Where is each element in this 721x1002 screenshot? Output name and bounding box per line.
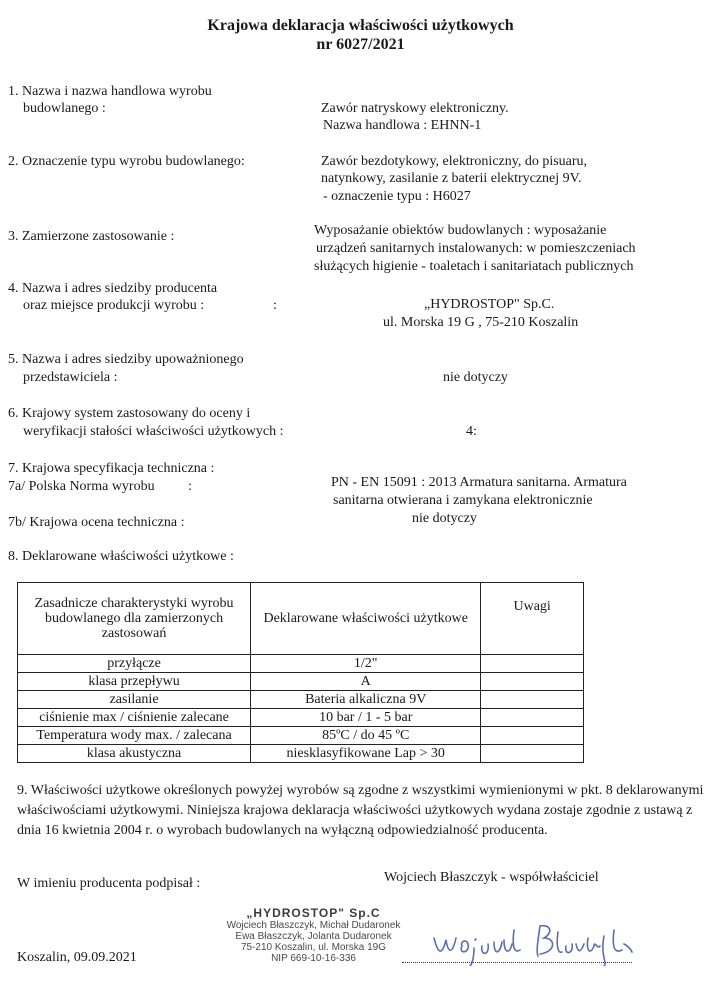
table-header-declared: Deklarowane właściwości użytkowe [251, 583, 481, 655]
section-4-colon: : [273, 298, 277, 313]
section-1-label-line1: 1. Nazwa i nazwa handlowa wyrobu [8, 84, 212, 99]
section-3-value-line2: urządzeń sanitarnych instalowanych: w pomieszczeniach [316, 241, 636, 256]
section-7b-label: 7b/ Krajowa ocena techniczna : [8, 515, 185, 530]
section-8-label: 8. Deklarowane właściwości użytkowe : [8, 549, 234, 564]
signer-name: Wojciech Błaszczyk - współwłaściciel [384, 870, 599, 885]
table-cell [481, 727, 584, 745]
section-2-value-line3: - oznaczenie typu : H6027 [323, 189, 471, 204]
company-stamp [226, 907, 401, 964]
table-header-row [18, 583, 584, 655]
stamp-line: 75-210 Koszalin, ul. Morska 19G [240, 942, 387, 953]
section-7a-value-line1: PN - EN 15091 : 2013 Armatura sanitarna. Armatura [331, 475, 627, 490]
section-4-label-line2: oraz miejsce produkcji wyrobu : [23, 298, 205, 313]
table-cell: Temperatura wody max. / zalecana [18, 727, 251, 745]
section-2-value-line2: natynkowy, zasilanie z baterii elektrycznej 9V. [321, 171, 582, 186]
table-header-characteristics: Zasadnicze charakterystyki wyrobu budowlanego dla zamierzonych zastosowań [18, 583, 251, 655]
table-row [18, 709, 584, 727]
handwritten-signature [428, 916, 638, 966]
table-cell: Bateria alkaliczna 9V [251, 691, 481, 709]
table-cell [481, 709, 584, 727]
section-1-value-line2: Nazwa handlowa : EHNN-1 [323, 118, 482, 133]
document-number: nr 6027/2021 [316, 36, 405, 53]
table-row [18, 673, 584, 691]
section-6-label-line1: 6. Krajowy system zastosowany do oceny i [8, 406, 251, 421]
section-9-paragraph: 9. Właściwości użytkowe określonych powyżej wyrobów są zgodne z wszystkimi wymienionymi w pkt. 8 deklarowanymi właściwościami użytkowymi. Niniejsza krajowa deklaracja właściwości użytkowych wydana zostaje zgodnie z ustawą z dnia 16 kwietnia 2004 r. o wyrobach budowlanych na wyłączną odpowiedzialność producenta. [17, 783, 704, 838]
stamp-line: NIP 669-10-16-336 [271, 953, 356, 964]
stamp-line: Wojciech Błaszczyk, Michał Dudaronek [226, 920, 401, 931]
table-cell: zasilanie [18, 691, 251, 709]
table-cell [481, 673, 584, 691]
table-cell [481, 745, 584, 763]
section-7a-value-line2: sanitarna otwierana i zamykana elektronicznie [333, 493, 593, 508]
section-4-label-line1: 4. Nazwa i adres siedziby producenta [8, 281, 218, 296]
signature-dotted-line [402, 962, 632, 963]
section-7a-colon: : [188, 479, 192, 494]
section-7b-value: nie dotyczy [412, 511, 477, 526]
document-title: Krajowa deklaracja właściwości użytkowych [207, 17, 514, 34]
section-5-label-line2: przedstawiciela : [23, 370, 118, 385]
table-cell: przyłącze [18, 655, 251, 673]
section-5-value: nie dotyczy [443, 370, 508, 385]
table-cell: A [251, 673, 481, 691]
table-row [18, 745, 584, 763]
table-cell: niesklasyfikowane Lap > 30 [251, 745, 481, 763]
table-row [18, 691, 584, 709]
table-cell: klasa przepływu [18, 673, 251, 691]
table-cell [481, 655, 584, 673]
table-row [18, 727, 584, 745]
section-1-label-line2: budowlanego : [23, 101, 106, 116]
section-3-value-line3: służących higienie - toaletach i sanitariatach publicznych [314, 259, 634, 274]
table-cell: 85ºC / do 45 ºC [251, 727, 481, 745]
table-cell: 1/2" [251, 655, 481, 673]
section-1-value-line1: Zawór natryskowy elektroniczny. [321, 101, 509, 116]
section-6-label-line2: weryfikacji stałości właściwości użytkowych : [23, 424, 284, 439]
section-3-value-line1: Wyposażanie obiektów budowlanych : wyposażanie [314, 223, 607, 238]
table-cell: klasa akustyczna [18, 745, 251, 763]
table-cell: ciśnienie max / ciśnienie zalecane [18, 709, 251, 727]
signed-label: W imieniu producenta podpisał : [17, 876, 201, 891]
section-5-label-line1: 5. Nazwa i adres siedziby upoważnionego [8, 352, 244, 367]
section-4-value-line1: „HYDROSTOP" Sp.C. [424, 297, 555, 312]
table-row [18, 655, 584, 673]
section-3-label: 3. Zamierzone zastosowanie : [8, 229, 175, 244]
place-date: Koszalin, 09.09.2021 [17, 950, 137, 965]
section-7a-label: 7a/ Polska Norma wyrobu [8, 479, 155, 494]
section-6-value: 4: [466, 424, 477, 439]
section-2-value-line1: Zawór bezdotykowy, elektroniczny, do pisuaru, [321, 154, 588, 169]
table-cell [481, 691, 584, 709]
section-7-label: 7. Krajowa specyfikacja techniczna : [8, 461, 215, 476]
stamp-company: „HYDROSTOP" Sp.C [246, 906, 381, 920]
section-4-value-line2: ul. Morska 19 G , 75-210 Koszalin [383, 315, 579, 330]
stamp-line: Ewa Błaszczyk, Jolanta Dudaronek [235, 931, 392, 942]
section-2-label: 2. Oznaczenie typu wyrobu budowlanego: [8, 154, 245, 169]
declared-properties-table [17, 582, 584, 763]
table-header-remarks: Uwagi [481, 583, 584, 655]
table-cell: 10 bar / 1 - 5 bar [251, 709, 481, 727]
